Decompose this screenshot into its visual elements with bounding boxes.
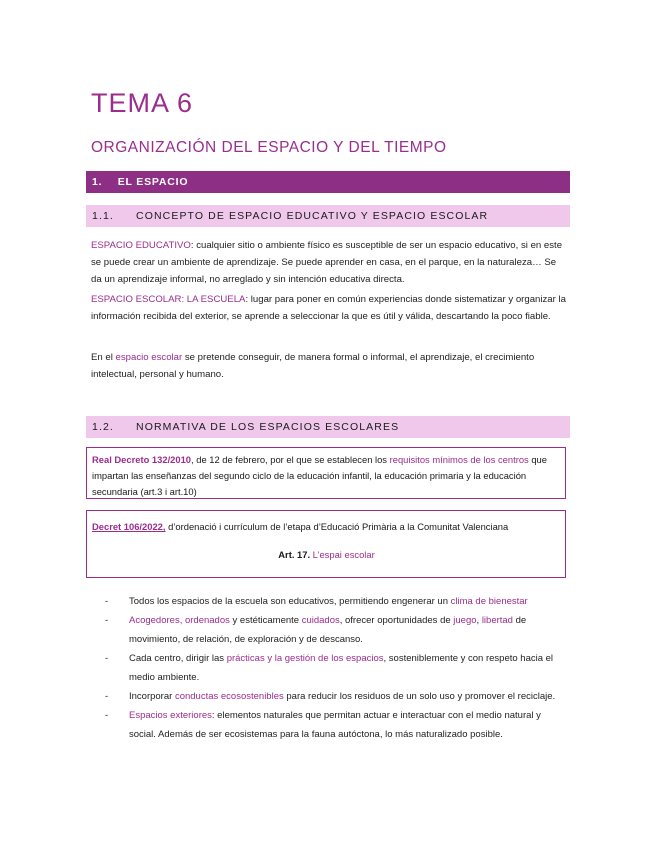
paragraph-text: En el [91, 352, 116, 363]
term-highlight: libertad [481, 615, 513, 626]
term-highlight: ESPACIO EDUCATIVO [91, 240, 191, 251]
list-text: : elementos naturales que permitan actuar e interactuar con el medio natural y social. Además de ser ecosistemas para la fauna autóctona, lo más naturalizado posible. [129, 710, 541, 740]
normativa-box-decret [86, 510, 566, 578]
section-number: 1.2. [92, 421, 114, 433]
article-heading [92, 547, 561, 563]
term-highlight: Espacios exteriores [129, 710, 212, 721]
article-title: L’espai escolar [310, 549, 375, 560]
list-text: , [476, 615, 482, 626]
normativa-box-real-decreto [86, 447, 566, 499]
list-text: Todos los espacios de la escuela son educativos, permitiendo engenerar un [129, 596, 451, 607]
dash-bullet: - [105, 653, 109, 664]
list-item [105, 649, 567, 687]
term-highlight: espacio escolar [115, 352, 183, 363]
page-subtitle: ORGANIZACIÓN DEL ESPACIO Y DEL TIEMPO [91, 139, 447, 156]
list-item [105, 687, 567, 706]
paragraph-text: se pretende conseguir, de manera formal o informal, el aprendizaje, el crecimiento intelectual, personal y humano. [91, 352, 535, 380]
dash-bullet: - [105, 691, 109, 702]
paragraph-espacio-educativo [91, 237, 569, 288]
section-heading-1 [86, 171, 570, 193]
list-item [105, 611, 567, 649]
paragraph-text: : cualquier sitio o ambiente físico es susceptible de ser un espacio educativo, si en este se puede crear un ambiente de aprendizaje. Se puede aprender en casa, en el parque, en la naturaleza… Se da un aprendizaje informal, no arreglado y sin intención educativa directa. [91, 240, 563, 285]
list-item [105, 592, 567, 611]
list-text: de movimiento, de relación, de exploración y de descanso. [129, 615, 527, 645]
section-label: NORMATIVA DE LOS ESPACIOS ESCOLARES [136, 421, 400, 433]
section-label: EL ESPACIO [117, 176, 189, 188]
box-text: , de 12 de febrero, por el que se establecen los [191, 454, 390, 465]
section-heading-1-2 [86, 416, 570, 438]
dash-bullet: - [105, 710, 109, 721]
list-text: , sosteniblemente y con respeto hacia el medio ambiente. [129, 653, 554, 683]
term-highlight: clima de bienestar [450, 596, 528, 607]
term-highlight: ESPACIO ESCOLAR: LA ESCUELA [91, 294, 246, 305]
box-text: d’ordenació i currículum de l’etapa d’Educació Primària a la Comunitat Valenciana [165, 521, 509, 532]
page-title: TEMA 6 [91, 88, 194, 118]
list-text: , ofrecer oportunidades de [339, 615, 454, 626]
box-text: que impartan las enseñanzas del segundo ciclo de la educación infantil, la educación primaria y la educación secundaria (art.3 i art.10) [92, 454, 547, 497]
bullet-list [105, 592, 567, 744]
dash-bullet: - [105, 596, 109, 607]
paragraph-text: : lugar para poner en común experiencias donde sistematizar y organizar la información recibida del exterior, se aprende a seleccionar la que es útil y válida, descartando la poco fiable. [91, 294, 566, 322]
decree-reference: Real Decreto 132/2010 [92, 454, 192, 465]
list-text: para reducir los residuos de un solo uso y promover el reciclaje. [283, 691, 556, 702]
section-heading-1-1 [86, 205, 570, 227]
decree-reference: Decret 106/2022, [92, 521, 166, 532]
term-highlight: requisitos mínimos de los centros [389, 454, 529, 465]
section-number: 1. [92, 176, 103, 188]
term-highlight: conductas ecosostenibles [174, 691, 284, 702]
paragraph-objetivo [91, 349, 569, 383]
list-text: Cada centro, dirigir las [129, 653, 227, 664]
paragraph-espacio-escolar [91, 291, 569, 325]
term-highlight: juego [453, 615, 477, 626]
dash-bullet: - [105, 615, 109, 626]
term-highlight: cuidados [301, 615, 340, 626]
list-item [105, 706, 567, 744]
article-label: Art. 17. [278, 549, 311, 560]
list-text: Incorporar [129, 691, 175, 702]
term-highlight: prácticas y la gestión de los espacios [226, 653, 384, 664]
list-text: y estéticamente [229, 615, 302, 626]
term-highlight: Acogedores, ordenados [129, 615, 230, 626]
section-number: 1.1. [92, 210, 114, 222]
section-label: CONCEPTO DE ESPACIO EDUCATIVO Y ESPACIO ESCOLAR [136, 210, 489, 222]
